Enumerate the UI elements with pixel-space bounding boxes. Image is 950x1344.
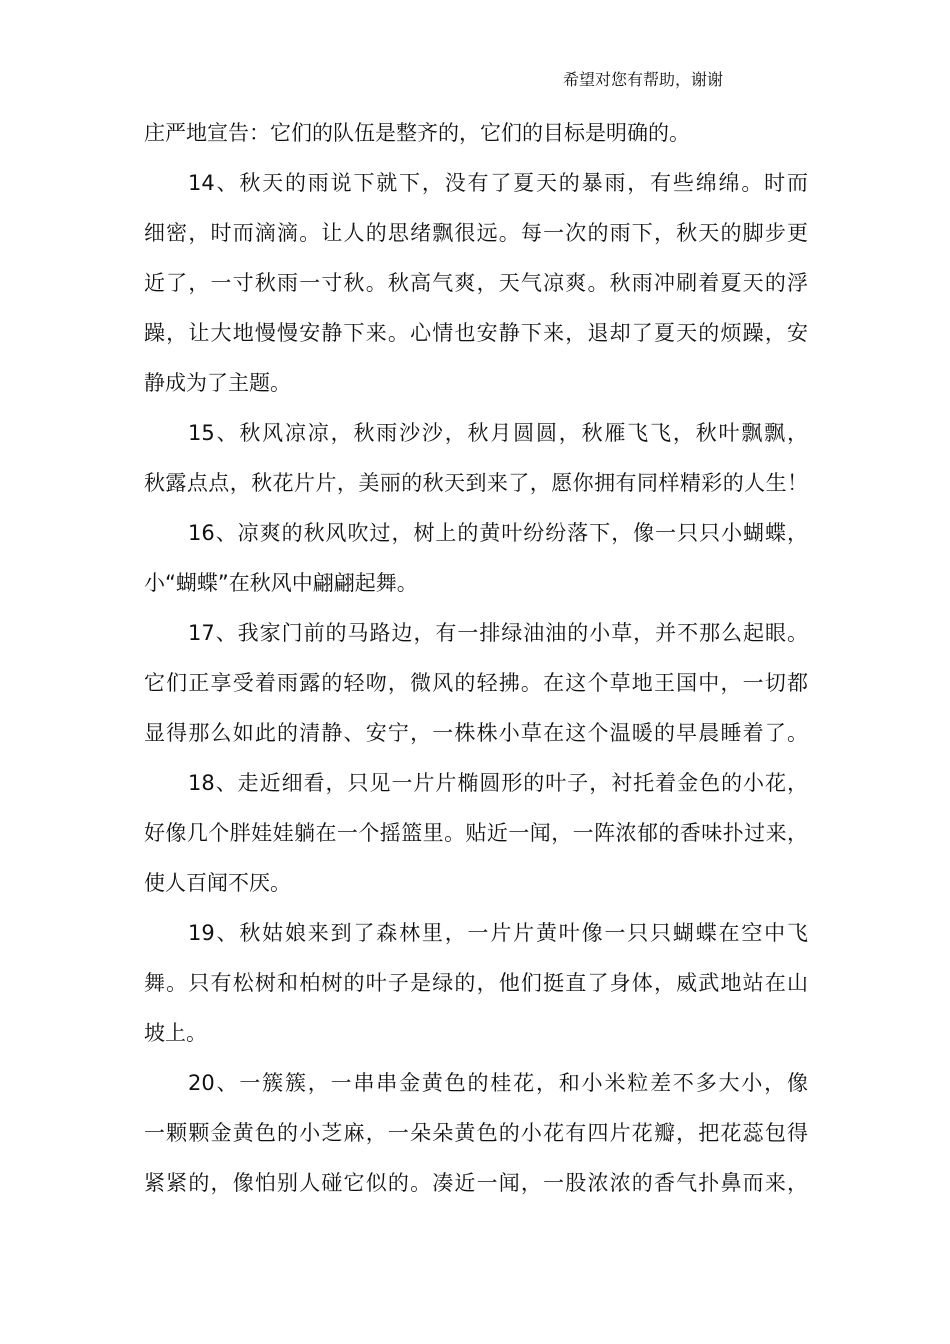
text-line: 显得那么如此的清静、安宁，一株株小草在这个温暖的早晨睡着了。 bbox=[144, 721, 808, 745]
text-line: 紧紧的，像怕别人碰它似的。凑近一闻，一股浓浓的香气扑鼻而来， bbox=[144, 1171, 808, 1195]
text-line: 一颗颗金黄色的小芝麻，一朵朵黄色的小花有四片花瓣，把花蕊包得 bbox=[144, 1121, 808, 1145]
text-line: 近了，一寸秋雨一寸秋。秋高气爽，天气凉爽。秋雨冲刷着夏天的浮 bbox=[144, 271, 808, 295]
paragraph-20-line: 20、一簇簇，一串串金黄色的桂花，和小米粒差不多大小，像 bbox=[188, 1071, 808, 1095]
text-line: 庄严地宣告：它们的队伍是整齐的，它们的目标是明确的。 bbox=[144, 121, 690, 145]
paragraph-19-line: 19、秋姑娘来到了森林里，一片片黄叶像一只只蝴蝶在空中飞 bbox=[188, 921, 808, 945]
paragraph-14-line: 14、秋天的雨说下就下，没有了夏天的暴雨，有些绵绵。时而 bbox=[188, 171, 808, 195]
text-line: 好像几个胖娃娃躺在一个摇篮里。贴近一闻，一阵浓郁的香味扑过来， bbox=[144, 821, 808, 845]
paragraph-15-line: 15、秋风凉凉，秋雨沙沙，秋月圆圆，秋雁飞飞，秋叶飘飘， bbox=[188, 421, 808, 445]
paragraph-17-line: 17、我家门前的马路边，有一排绿油油的小草，并不那么起眼。 bbox=[188, 621, 808, 645]
body-text bbox=[144, 108, 808, 1208]
header-note: 希望对您有帮助，谢谢 bbox=[563, 70, 724, 89]
text-line: 舞。只有松树和柏树的叶子是绿的，他们挺直了身体，威武地站在山 bbox=[144, 971, 808, 995]
paragraph-16-line: 16、凉爽的秋风吹过，树上的黄叶纷纷落下，像一只只小蝴蝶， bbox=[188, 521, 808, 545]
text-line: 坡上。 bbox=[144, 1021, 207, 1045]
text-line: 秋露点点，秋花片片，美丽的秋天到来了，愿你拥有同样精彩的人生！ bbox=[144, 471, 808, 495]
text-line: 细密，时而滴滴。让人的思绪飘很远。每一次的雨下，秋天的脚步更 bbox=[144, 221, 808, 245]
paragraph-18-line: 18、走近细看，只见一片片椭圆形的叶子，衬托着金色的小花， bbox=[188, 771, 808, 795]
text-line: 小“蝴蝶”在秋风中翩翩起舞。 bbox=[144, 571, 418, 595]
text-line: 使人百闻不厌。 bbox=[144, 871, 291, 895]
text-line: 静成为了主题。 bbox=[144, 371, 291, 395]
text-line: 它们正享受着雨露的轻吻，微风的轻拂。在这个草地王国中，一切都 bbox=[144, 671, 808, 695]
text-line: 躁，让大地慢慢安静下来。心情也安静下来，退却了夏天的烦躁，安 bbox=[144, 321, 808, 345]
